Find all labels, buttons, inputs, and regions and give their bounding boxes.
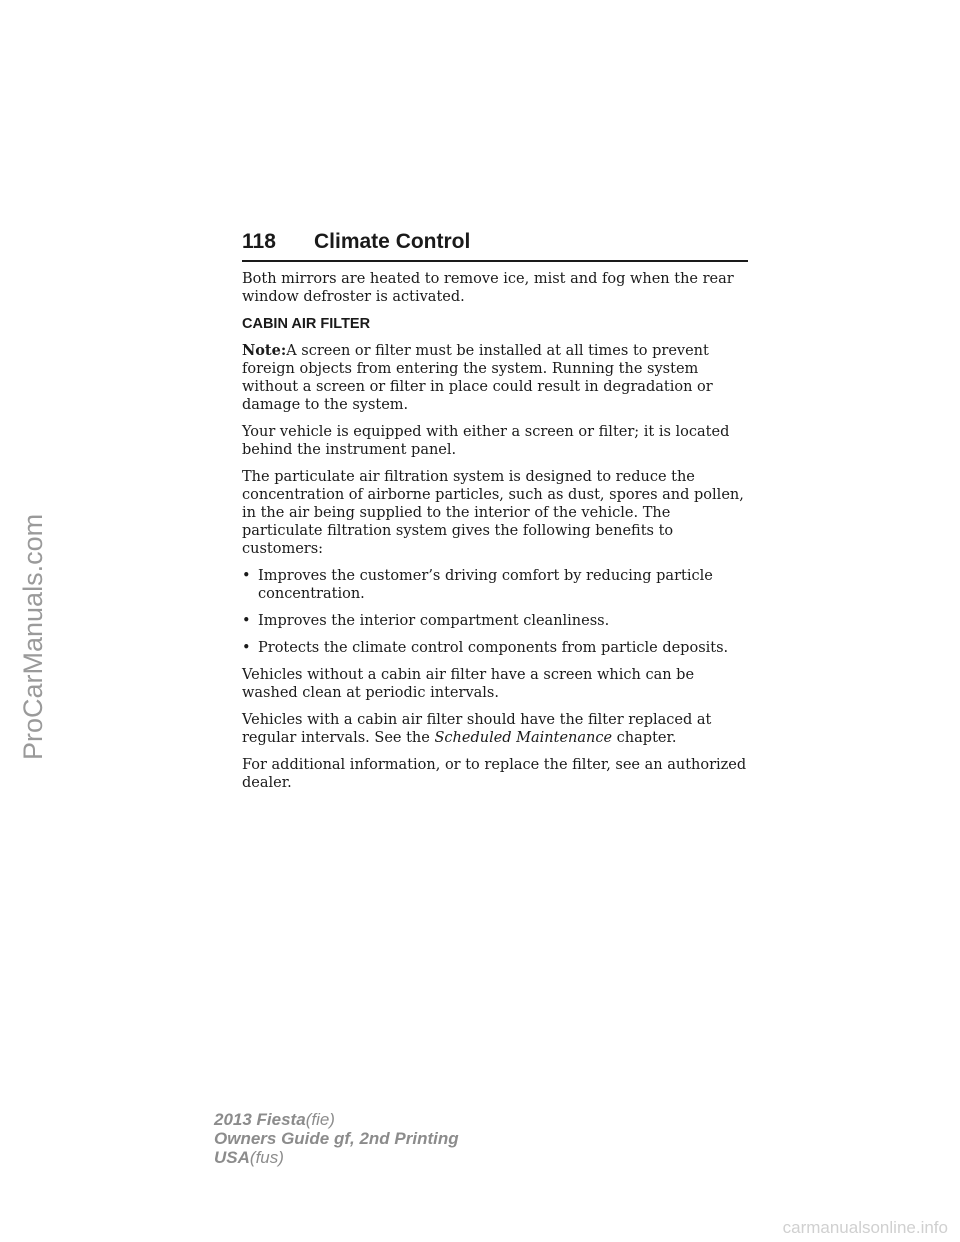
page-number: 118: [242, 230, 276, 253]
bullet-icon: •: [242, 640, 251, 656]
footer-model-code: (fie): [305, 1110, 335, 1129]
list-item-text: Protects the climate control components from particle deposits.: [258, 640, 729, 656]
footer-market: USA: [214, 1148, 250, 1167]
location-paragraph: Your vehicle is equipped with either a screen or filter; it is located behind the instrument panel.: [242, 424, 730, 458]
note-paragraph: [242, 342, 748, 414]
replacement-text-pre: Vehicles with a cabin air filter should have the filter replaced at regular intervals. See the: [242, 712, 712, 746]
filtration-paragraph: The particulate air filtration system is designed to reduce the concentration of airborne particles, such as dust, spores and pollen, in the air being supplied to the interior of the vehicle. The particulate filtration system gives the following benefits to customers:: [242, 469, 744, 557]
benefits-list: [242, 567, 748, 657]
list-item: [242, 567, 748, 603]
replacement-paragraph: [242, 711, 748, 747]
note-text: A screen or filter must be installed at all times to prevent foreign objects from entering the system. Running the system without a screen or filter in place could result in degradation or damage to the system.: [242, 343, 713, 413]
footer-market-code: (fus): [249, 1148, 284, 1167]
footer-guide: Owners Guide gf, 2nd Printing: [214, 1129, 459, 1148]
site-credit: carmanualsonline.info: [782, 1218, 948, 1237]
side-watermark: ProCarManuals.com: [18, 513, 48, 760]
dealer-paragraph: For additional information, or to replace the filter, see an authorized dealer.: [242, 757, 747, 791]
scheduled-maintenance-reference: Scheduled Maintenance: [434, 730, 613, 746]
section-title: Climate Control: [314, 230, 471, 253]
footer-line-3: [214, 1148, 459, 1167]
list-item: [242, 612, 748, 630]
bullet-icon: •: [242, 613, 251, 629]
bullet-icon: •: [242, 568, 251, 584]
note-label: Note:: [242, 342, 287, 359]
replacement-text-post: chapter.: [612, 730, 677, 746]
list-item-text: Improves the customer’s driving comfort by reducing particle concentration.: [258, 568, 713, 602]
footer-model: 2013 Fiesta: [214, 1110, 306, 1129]
page-header: [242, 230, 748, 262]
list-item-text: Improves the interior compartment cleanliness.: [258, 613, 610, 629]
list-item: [242, 639, 748, 657]
cabin-air-filter-heading: CABIN AIR FILTER: [242, 316, 371, 332]
page-body: [242, 270, 748, 801]
mirrors-paragraph: Both mirrors are heated to remove ice, mist and fog when the rear window defroster is activated.: [242, 271, 734, 305]
footer-line-1: [214, 1110, 459, 1129]
footer-line-2: [214, 1129, 459, 1148]
page-footer: [214, 1110, 459, 1167]
screen-paragraph: Vehicles without a cabin air filter have a screen which can be washed clean at periodic intervals.: [242, 667, 695, 701]
